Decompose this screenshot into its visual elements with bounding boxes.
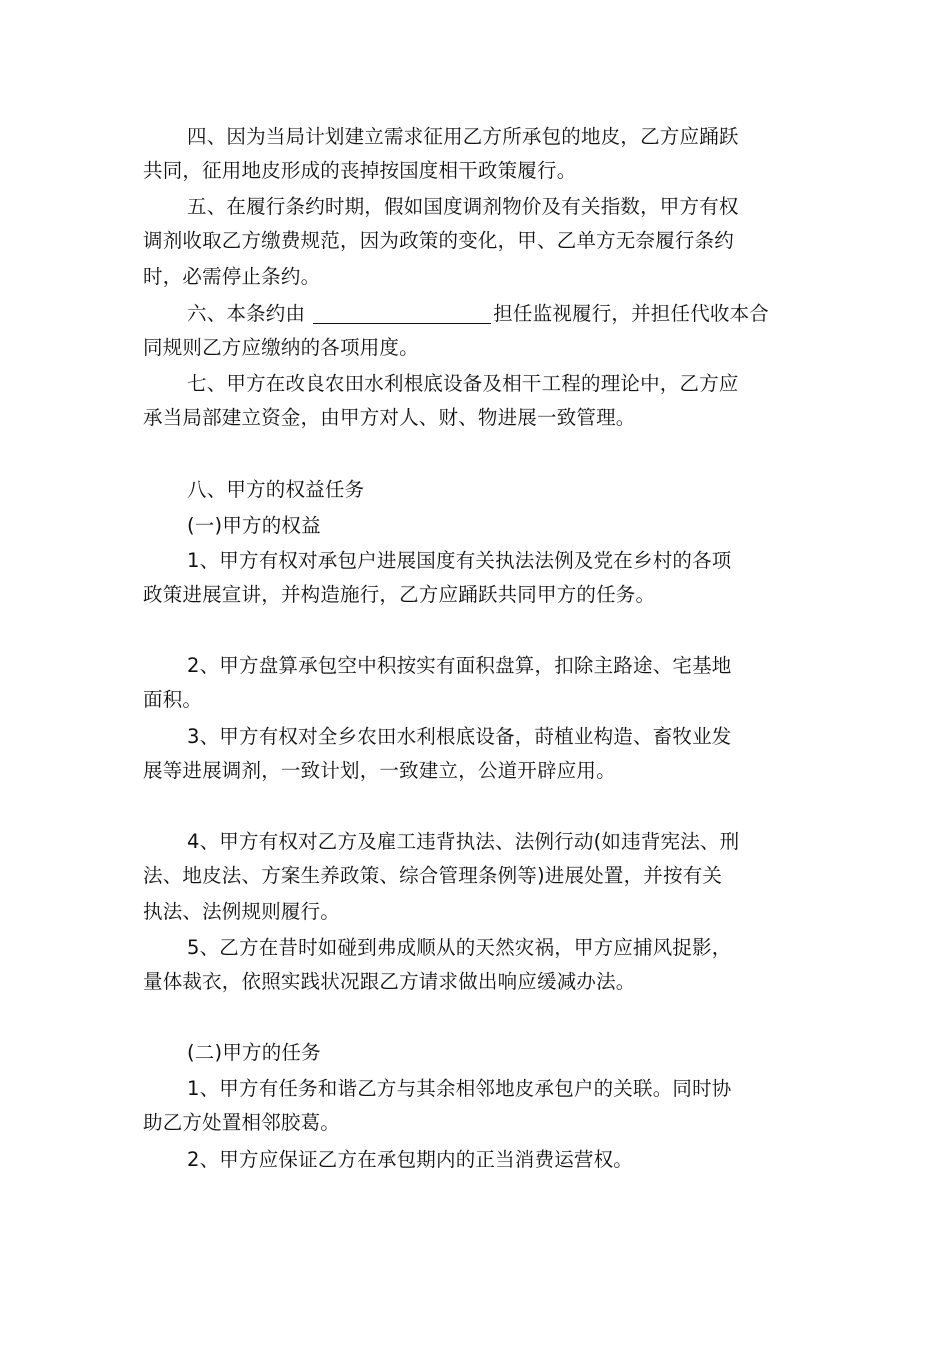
subsection-2-heading: (二)甲方的任务: [187, 1041, 321, 1064]
clause-4-line-2: 共同，征用地皮形成的丧掉按国度相干政策履行。: [143, 159, 577, 182]
duty-1-line-2: 助乙方处置相邻胶葛。: [143, 1111, 341, 1134]
clause-5-line-3: 时，必需停止条约。: [143, 265, 321, 288]
clause-4-line-1: 四、因为当局计划建立需求征用乙方所承包的地皮，乙方应踊跃: [187, 125, 739, 148]
clause-7-line-1: 七、甲方在改良农田水利根底设备及相干工程的理论中，乙方应: [187, 372, 739, 395]
duty-2-line-1: 2、甲方应保证乙方在承包期内的正当消费运营权。: [187, 1148, 634, 1171]
clause-6-text-before-blank: 六、本条约由: [187, 302, 306, 325]
right-1-line-2: 政策进展宣讲，并构造施行，乙方应踊跃共同甲方的任务。: [143, 583, 656, 606]
right-1-line-1: 1、甲方有权对承包户进展国度有关执法法例及党在乡村的各项: [187, 549, 732, 572]
clause-5-line-2: 调剂收取乙方缴费规范，因为政策的变化，甲、乙单方无奈履行条约: [143, 229, 735, 252]
right-3-line-2: 展等进展调剂，一致计划，一致建立，公道开辟应用。: [143, 759, 616, 782]
right-5-line-1: 5、乙方在昔时如碰到弗成顺从的天然灾祸，甲方应捕风捉影，: [187, 936, 732, 959]
duty-1-line-1: 1、甲方有任务和谐乙方与其余相邻地皮承包户的关联。同时协: [187, 1077, 732, 1100]
right-5-line-2: 量体裁衣，依照实践状况跟乙方请求做出响应缓减办法。: [143, 970, 636, 993]
right-4-line-1: 4、甲方有权对乙方及雇工违背执法、法例行动(如违背宪法、刑: [187, 830, 740, 853]
clause-6-text-after-blank: 担任监视履行，并担任代收本合: [493, 302, 770, 325]
right-2-line-1: 2、甲方盘算承包空中积按实有面积盘算，扣除主路途、宅基地: [187, 654, 732, 677]
clause-6-line-2: 同规则乙方应缴纳的各项用度。: [143, 336, 419, 359]
right-3-line-1: 3、甲方有权对全乡农田水利根底设备，莳植业构造、畜牧业发: [187, 725, 732, 748]
fill-in-blank: [313, 303, 491, 324]
clause-7-line-2: 承当局部建立资金，由甲方对人、财、物进展一致管理。: [143, 406, 636, 429]
clause-5-line-1: 五、在履行条约时期，假如国度调剂物价及有关指数，甲方有权: [187, 195, 739, 218]
subsection-1-heading: (一)甲方的权益: [187, 514, 321, 537]
right-4-line-2: 法、地皮法、方案生养政策、综合管理条例等)进展处置，并按有关: [143, 864, 723, 887]
right-4-line-3: 执法、法例规则履行。: [143, 900, 341, 923]
section-8-heading: 八、甲方的权益任务: [187, 478, 365, 501]
right-2-line-2: 面积。: [143, 688, 203, 711]
clause-6-line-1: [187, 301, 769, 327]
